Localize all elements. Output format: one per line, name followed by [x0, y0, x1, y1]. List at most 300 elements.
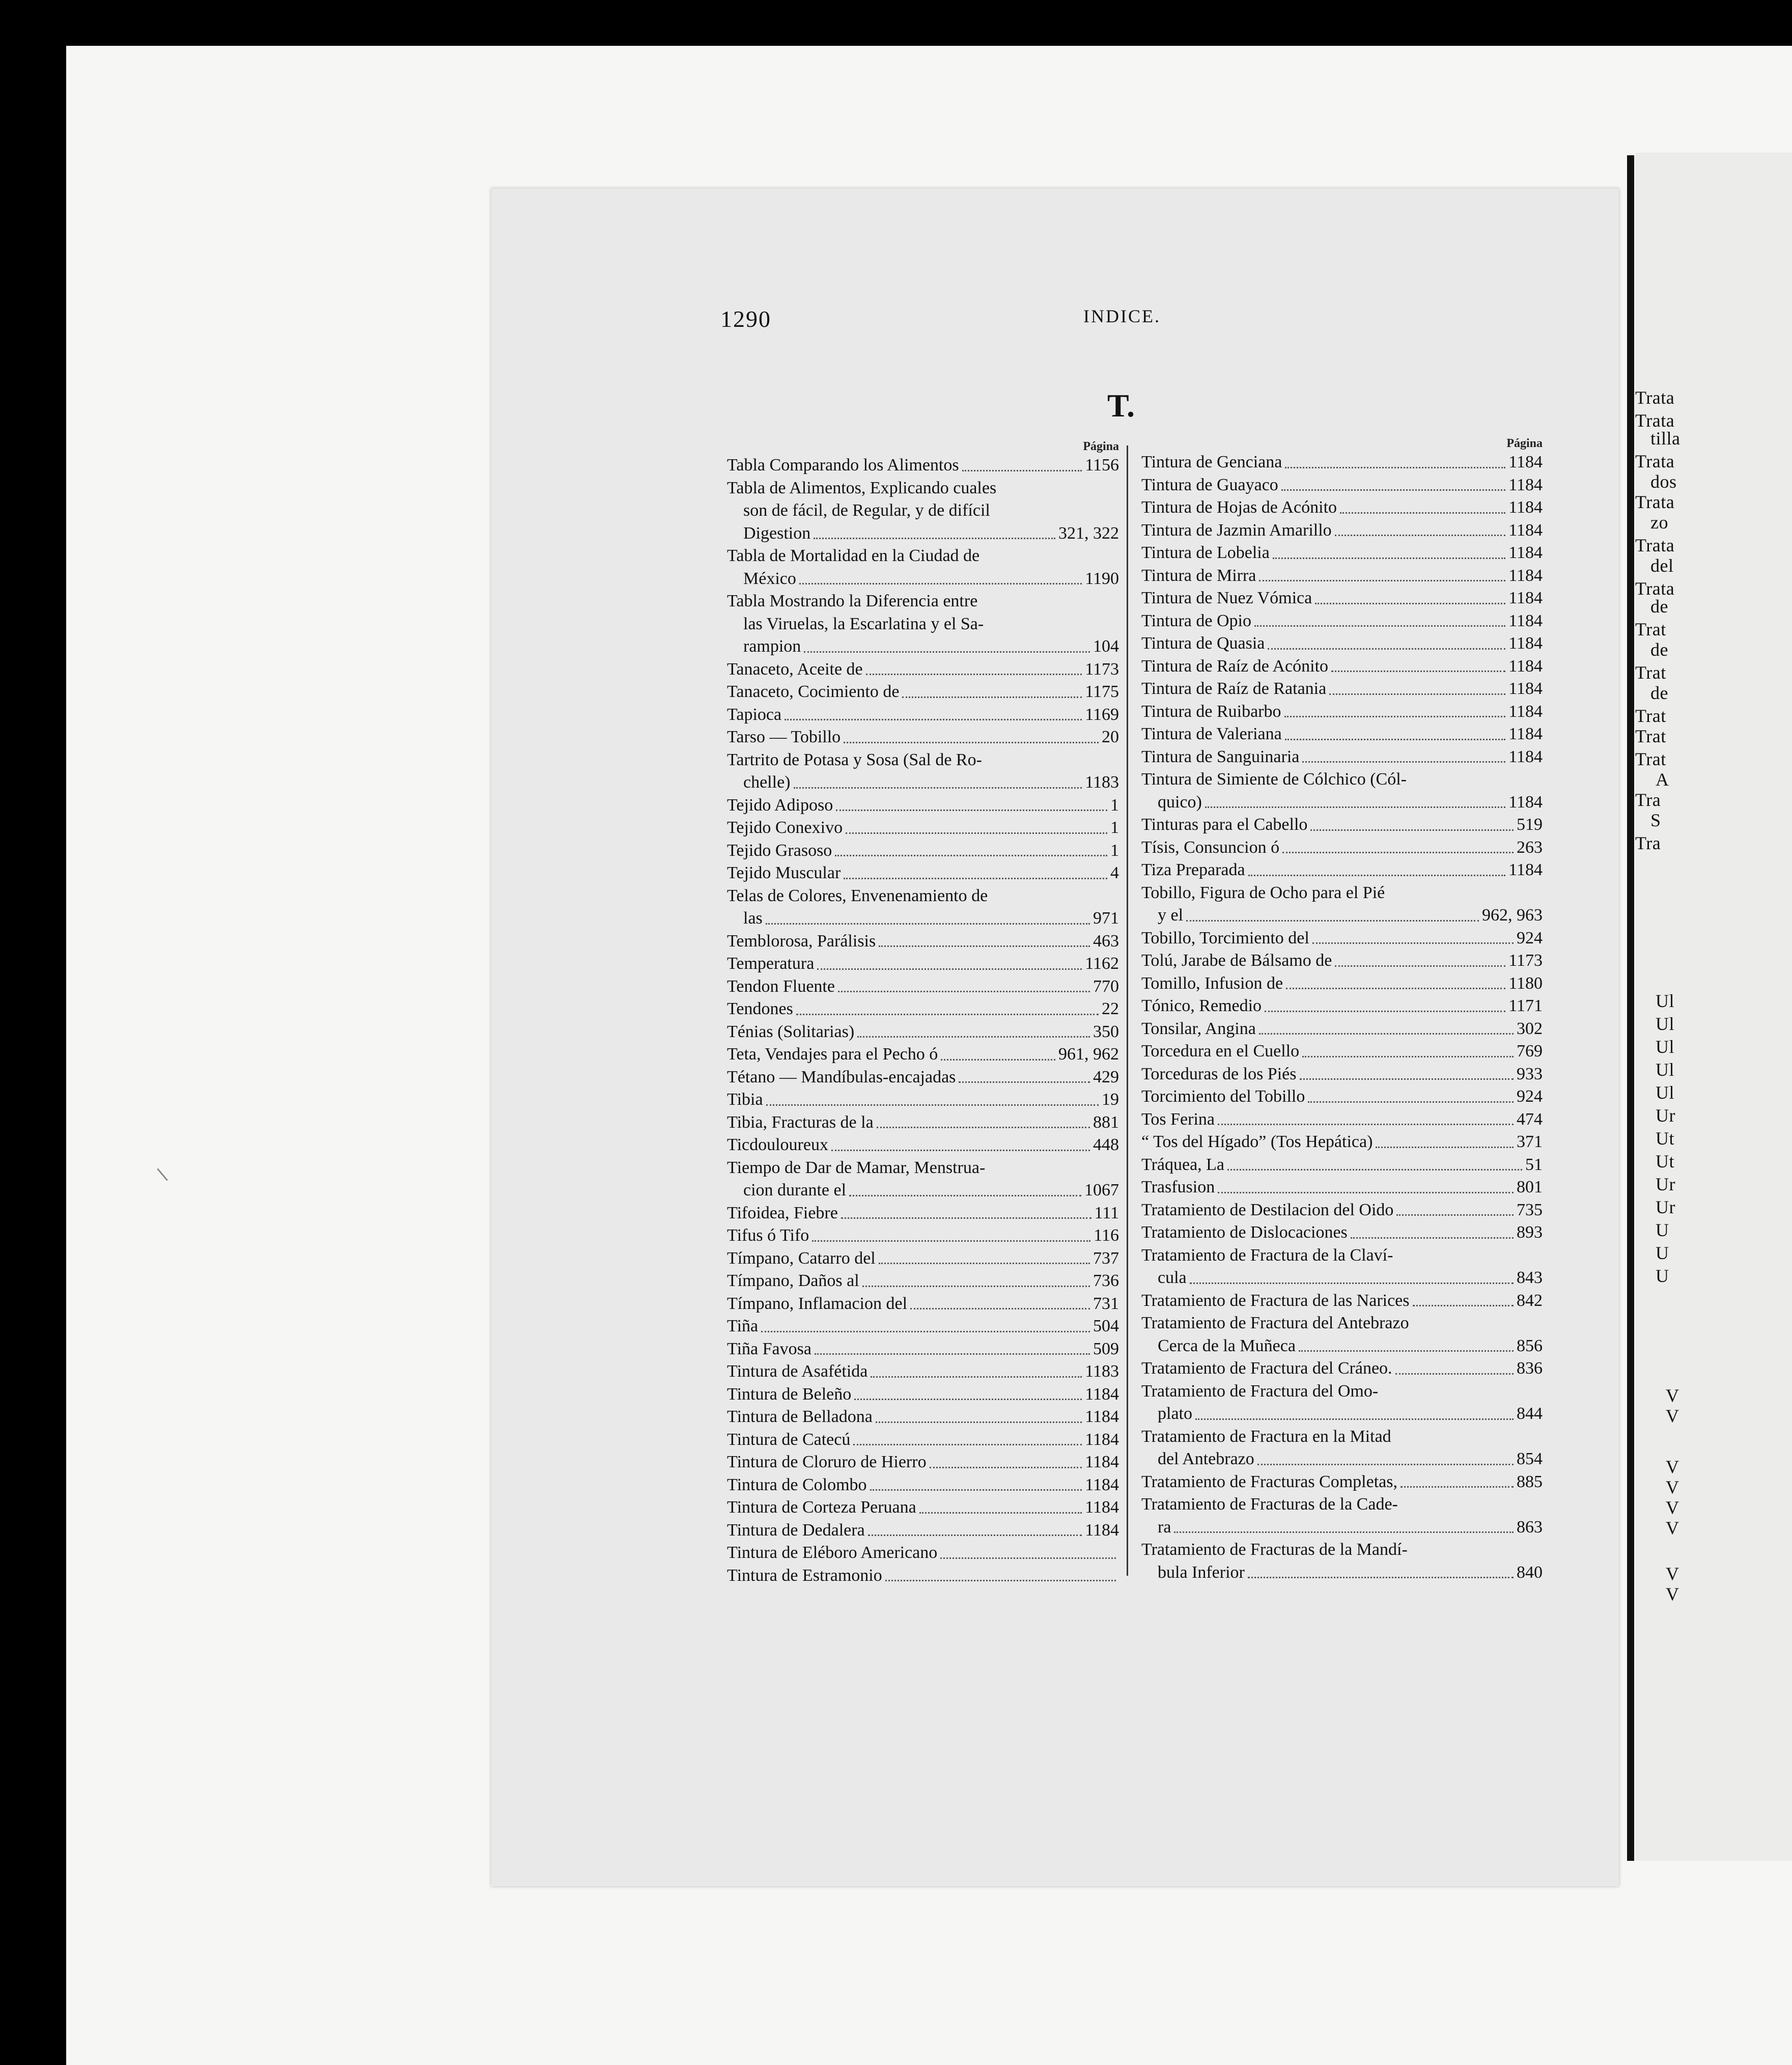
- index-column-left: [727, 439, 1119, 1587]
- entry-label: Tibia, Fracturas de la: [727, 1112, 874, 1132]
- index-entry: [727, 975, 1119, 998]
- entry-page-number: 885: [1517, 1472, 1543, 1491]
- entry-label: Tos Ferina: [1141, 1109, 1215, 1129]
- index-entry: [727, 885, 1119, 930]
- entry-page-number: 1171: [1508, 996, 1543, 1015]
- entry-page-number: 429: [1093, 1067, 1119, 1086]
- entry-page-number: 4: [1110, 863, 1119, 882]
- entry-page-number: 854: [1517, 1449, 1543, 1468]
- entry-page-number: 448: [1093, 1135, 1119, 1154]
- index-entry: [727, 862, 1119, 885]
- index-entry: [1141, 565, 1543, 588]
- entry-page-number: 731: [1093, 1294, 1119, 1313]
- entry-label: Tintura de Estramonio: [727, 1566, 882, 1585]
- dot-leader: [959, 1081, 1090, 1083]
- index-entry: [727, 1496, 1119, 1519]
- entry-page-number: 893: [1517, 1223, 1543, 1242]
- index-entry: [727, 590, 1119, 658]
- index-entry: [727, 1111, 1119, 1134]
- entry-page-number: 371: [1517, 1132, 1543, 1151]
- entry-label-line: quico): [1158, 792, 1202, 812]
- entry-label: “ Tos del Hígado” (Tos Hepática): [1141, 1132, 1373, 1151]
- entry-page-number: 961, 962: [1058, 1045, 1119, 1064]
- entry-page-number: 843: [1517, 1268, 1543, 1287]
- index-entries-left: [727, 454, 1119, 1587]
- entry-page-number: 842: [1517, 1291, 1543, 1310]
- entry-label-line: chelle): [743, 773, 791, 792]
- dot-leader: [919, 1512, 1082, 1514]
- dot-leader: [902, 696, 1082, 698]
- entry-label: Tendon Fluente: [727, 976, 835, 996]
- index-entry: [727, 1474, 1119, 1497]
- index-entry: [1141, 701, 1543, 723]
- entry-label: Tonsilar, Angina: [1141, 1019, 1256, 1038]
- dot-leader: [1218, 1192, 1514, 1193]
- index-entry: [727, 953, 1119, 975]
- facing-page-text-fragment: Trata: [1635, 387, 1675, 408]
- entry-label: Tiña: [727, 1317, 759, 1335]
- dot-leader: [1285, 739, 1506, 740]
- dot-leader: [1186, 920, 1479, 922]
- dot-leader: [940, 1557, 1116, 1559]
- index-entry: [1141, 768, 1543, 814]
- dot-leader: [838, 991, 1090, 992]
- facing-page-text-fragment: del: [1650, 555, 1674, 576]
- entry-label-line: Tiempo de Dar de Mamar, Menstrua-: [727, 1158, 986, 1177]
- index-column-right: [1141, 436, 1543, 1584]
- dot-leader: [1174, 1531, 1514, 1533]
- index-entry: [1141, 1018, 1543, 1041]
- entry-label: Torcimiento del Tobillo: [1141, 1087, 1305, 1106]
- index-entry: [727, 840, 1119, 862]
- index-entry: [1141, 836, 1543, 859]
- entry-label-line: Tratamiento de Fracturas de la Mandí-: [1141, 1540, 1408, 1559]
- entry-page-number: 1184: [1508, 860, 1543, 879]
- dot-leader: [844, 742, 1099, 743]
- entry-label: Tintura de Dedalera: [727, 1520, 865, 1540]
- column-header-pagina: Página: [1083, 440, 1119, 453]
- entry-page-number: 111: [1094, 1203, 1119, 1222]
- facing-page-text-fragment: Trat: [1635, 706, 1666, 726]
- index-entry: [727, 681, 1119, 704]
- entry-label-line: son de fácil, de Regular, y de difícil: [743, 501, 990, 520]
- index-entry: [727, 1565, 1119, 1587]
- entry-label-line: Tartrito de Potasa y Sosa (Sal de Ro-: [727, 750, 982, 769]
- entry-page-number: 770: [1093, 976, 1119, 996]
- index-entry: [1141, 1063, 1543, 1086]
- entry-page-number: 519: [1517, 815, 1543, 834]
- facing-page-text-fragment: Trata: [1635, 578, 1675, 599]
- entry-page-number: 1184: [1508, 520, 1543, 540]
- page-number: 1290: [720, 306, 771, 332]
- entry-label: Tinturas para el Cabello: [1141, 815, 1308, 834]
- entry-page-number: 1184: [1508, 792, 1543, 812]
- dot-leader: [817, 968, 1082, 970]
- dot-leader: [1395, 1373, 1514, 1375]
- dot-leader: [1299, 1350, 1514, 1352]
- dot-leader: [1331, 671, 1505, 672]
- entry-page-number: 1184: [1508, 589, 1543, 607]
- entry-page-number: 736: [1093, 1271, 1119, 1290]
- dot-leader: [1284, 716, 1506, 717]
- dot-leader: [766, 1104, 1099, 1106]
- facing-page-text-fragment: de: [1650, 683, 1668, 703]
- dot-leader: [841, 1217, 1091, 1219]
- index-entry: [1141, 1493, 1543, 1539]
- facing-page-text-fragment: Tra: [1635, 833, 1661, 853]
- facing-page-text-fragment: V: [1666, 1457, 1679, 1477]
- entry-label: Tratamiento de Dislocaciones: [1141, 1223, 1348, 1242]
- index-entry: [1141, 1154, 1543, 1177]
- entry-page-number: 844: [1517, 1404, 1543, 1423]
- entry-label: Tapioca: [727, 705, 782, 724]
- entry-page-number: 1175: [1085, 682, 1119, 701]
- entry-label: Tintura de Eléboro Americano: [727, 1543, 938, 1562]
- entry-label-line: Digestion: [743, 523, 811, 543]
- entry-label: Tímpano, Daños al: [727, 1271, 859, 1290]
- entry-label-line: y el: [1158, 906, 1184, 925]
- dot-leader: [1273, 557, 1505, 559]
- entry-label: Tónico, Remedio: [1141, 996, 1262, 1015]
- entry-label: Ticdouloureux: [727, 1135, 828, 1154]
- entry-label: Tintura de Opio: [1141, 611, 1251, 630]
- entry-page-number: 1184: [1508, 724, 1543, 743]
- index-entry: [1141, 474, 1543, 497]
- index-entry: [1141, 882, 1543, 927]
- entry-page-number: 302: [1517, 1019, 1543, 1038]
- index-entry: [1141, 1244, 1543, 1290]
- facing-page-text-fragment: V: [1666, 1518, 1679, 1538]
- dot-leader: [836, 810, 1107, 811]
- facing-page-text-fragment: Ut: [1656, 1128, 1674, 1149]
- index-entry: [1141, 1176, 1543, 1199]
- index-entry: [1141, 1357, 1543, 1380]
- entry-label-line: Tratamiento de Fractura de la Claví-: [1141, 1245, 1393, 1265]
- dot-leader: [804, 651, 1090, 653]
- facing-page-text-fragment: de: [1650, 639, 1668, 660]
- index-entry: [727, 794, 1119, 817]
- index-entry: [727, 1247, 1119, 1270]
- index-entry: [727, 1089, 1119, 1111]
- entry-page-number: 1184: [1085, 1453, 1119, 1471]
- facing-page-text-fragment: Trat: [1635, 749, 1666, 769]
- entry-label: Tanaceto, Cocimiento de: [727, 682, 900, 701]
- dot-leader: [1302, 761, 1505, 763]
- entry-label-line: Tobillo, Figura de Ocho para el Pié: [1141, 883, 1385, 902]
- dot-leader: [1254, 625, 1505, 627]
- entry-label-line: Tratamiento de Fractura del Omo-: [1141, 1381, 1379, 1401]
- index-entry: [727, 1360, 1119, 1383]
- dot-leader: [866, 674, 1082, 675]
- entry-label: Ténias (Solitarias): [727, 1022, 855, 1041]
- entry-label: Tísis, Consuncion ó: [1141, 838, 1280, 857]
- entry-label: Tiña Favosa: [727, 1339, 811, 1358]
- entry-page-number: 962, 963: [1482, 906, 1543, 925]
- dot-leader: [1312, 942, 1514, 944]
- entry-page-number: 1184: [1085, 1498, 1119, 1517]
- entry-label: Temblorosa, Parálisis: [727, 931, 876, 951]
- dot-leader: [844, 878, 1107, 879]
- facing-page-text-fragment: zo: [1650, 512, 1668, 533]
- entry-label: Tobillo, Torcimiento del: [1141, 928, 1309, 947]
- entry-label-line: del Antebrazo: [1158, 1449, 1254, 1468]
- index-entry: [1141, 542, 1543, 565]
- dot-leader: [1257, 1464, 1514, 1465]
- entry-label-line: Tabla Mostrando la Diferencia entre: [727, 592, 978, 610]
- facing-page-text-fragment: Ur: [1656, 1174, 1675, 1194]
- entry-label: Tintura de Lobelia: [1141, 543, 1270, 562]
- entry-label-line: rampion: [743, 637, 801, 656]
- index-entry: [1141, 1108, 1543, 1131]
- entry-page-number: 22: [1102, 999, 1119, 1018]
- index-entry: [1141, 587, 1543, 610]
- entry-label-line: plato: [1158, 1404, 1192, 1423]
- dot-leader: [1285, 467, 1505, 468]
- entry-label: Tejido Adiposo: [727, 795, 833, 815]
- dot-leader: [868, 1534, 1082, 1536]
- entry-page-number: 1173: [1508, 951, 1543, 970]
- index-entry: [727, 998, 1119, 1021]
- dot-leader: [815, 1353, 1090, 1355]
- index-entry: [1141, 1290, 1543, 1313]
- dot-leader: [1302, 1056, 1514, 1057]
- entry-page-number: 116: [1094, 1226, 1119, 1245]
- entry-label: Tejido Conexivo: [727, 818, 843, 837]
- index-entry: [727, 1519, 1119, 1542]
- dot-leader: [1227, 1169, 1522, 1170]
- entry-page-number: 1184: [1508, 656, 1543, 676]
- entry-label-line: cula: [1158, 1268, 1187, 1287]
- dot-leader: [962, 470, 1082, 471]
- entry-label: Tibia: [727, 1090, 763, 1109]
- entry-label: Tintura de Beleño: [727, 1384, 852, 1404]
- entry-page-number: 463: [1093, 931, 1119, 951]
- dot-leader: [1265, 1011, 1505, 1012]
- facing-page-text-fragment: Ul: [1656, 1059, 1674, 1080]
- index-entry: [727, 1202, 1119, 1225]
- dot-leader: [1335, 965, 1505, 967]
- facing-page-text-fragment: V: [1666, 1406, 1679, 1426]
- facing-page-text-fragment: V: [1666, 1564, 1679, 1584]
- facing-page-text-fragment: U: [1656, 1220, 1669, 1240]
- dot-leader: [1335, 535, 1506, 536]
- entry-page-number: 1183: [1085, 773, 1119, 792]
- page-title: INDICE.: [1083, 306, 1161, 326]
- entry-page-number: 933: [1517, 1064, 1543, 1083]
- index-entry: [1141, 655, 1543, 678]
- index-entry: [727, 1315, 1119, 1338]
- entry-label: Trasfusion: [1141, 1178, 1215, 1196]
- facing-page-text-fragment: Trata: [1635, 410, 1675, 431]
- dot-leader: [1205, 806, 1505, 808]
- dot-leader: [1396, 1214, 1514, 1216]
- entry-page-number: 1190: [1085, 569, 1119, 588]
- index-entry: [1141, 723, 1543, 746]
- entry-label: Tétano — Mandíbulas-encajadas: [727, 1067, 956, 1086]
- dot-leader: [1248, 875, 1506, 876]
- index-entry: [727, 930, 1119, 953]
- entry-label: Tejido Muscular: [727, 863, 841, 882]
- entry-page-number: 924: [1517, 928, 1543, 947]
- index-entry: [727, 1293, 1119, 1316]
- facing-page-text-fragment: Trat: [1635, 662, 1666, 683]
- entry-page-number: 1184: [1508, 747, 1543, 766]
- entry-page-number: 1184: [1085, 1430, 1119, 1449]
- dot-leader: [785, 719, 1082, 720]
- dot-leader: [796, 1014, 1099, 1015]
- entry-label: Tiza Preparada: [1141, 860, 1245, 879]
- index-entry: [727, 1134, 1119, 1157]
- index-entry: [1141, 1085, 1543, 1108]
- index-entry: [1141, 859, 1543, 882]
- entry-page-number: 1: [1110, 795, 1119, 815]
- facing-page-text-fragment: Ut: [1656, 1151, 1674, 1171]
- entry-label: Tímpano, Inflamacion del: [727, 1294, 908, 1313]
- entry-page-number: 504: [1093, 1317, 1119, 1335]
- dot-leader: [879, 945, 1090, 947]
- entry-page-number: 1184: [1508, 611, 1543, 630]
- index-entry: [727, 658, 1119, 681]
- dot-leader: [835, 855, 1107, 856]
- facing-page-text-fragment: Ul: [1656, 1037, 1674, 1057]
- entry-label: Tabla Comparando los Alimentos: [727, 456, 959, 475]
- entry-label: Tendones: [727, 999, 793, 1018]
- dot-leader: [1413, 1305, 1514, 1306]
- facing-page-text-fragment: de: [1650, 596, 1668, 617]
- entry-page-number: 1180: [1508, 973, 1543, 993]
- entry-label-line: Tratamiento de Fracturas de la Cade-: [1141, 1495, 1398, 1514]
- facing-page-text-fragment: Trat: [1635, 619, 1666, 639]
- entry-page-number: 51: [1525, 1155, 1543, 1174]
- entry-label: Tímpano, Catarro del: [727, 1248, 876, 1268]
- index-entries-right: [1141, 451, 1543, 1584]
- entry-page-number: 1169: [1085, 705, 1119, 724]
- entry-label: Tifoidea, Fiebre: [727, 1203, 838, 1222]
- scan-top-border: [0, 0, 1792, 7]
- index-entry: [727, 454, 1119, 477]
- entry-page-number: 104: [1093, 637, 1119, 656]
- dot-leader: [854, 1399, 1082, 1400]
- book-spine: [1627, 155, 1634, 1861]
- facing-page-text-fragment: Ul: [1656, 1014, 1674, 1034]
- dot-leader: [761, 1331, 1090, 1332]
- dot-leader: [1401, 1486, 1514, 1488]
- facing-page-text-fragment: V: [1666, 1385, 1679, 1406]
- entry-page-number: 1184: [1085, 1384, 1119, 1404]
- index-entry: [1141, 632, 1543, 655]
- entry-page-number: 1162: [1085, 954, 1119, 973]
- entry-label: Tintura de Asafétida: [727, 1362, 868, 1381]
- entry-page-number: 1184: [1508, 498, 1543, 517]
- entry-label: Tintura de Catecú: [727, 1430, 851, 1449]
- dot-leader: [1190, 1282, 1514, 1284]
- facing-page-text-fragment: dos: [1650, 471, 1677, 492]
- facing-page-text-fragment: U: [1656, 1266, 1669, 1286]
- entry-page-number: 1184: [1085, 1520, 1119, 1540]
- dot-leader: [871, 1376, 1082, 1378]
- entry-page-number: 1184: [1085, 1407, 1119, 1426]
- dot-leader: [812, 1240, 1090, 1242]
- index-entry: [1141, 1221, 1543, 1244]
- facing-page-text-fragment: A: [1656, 769, 1669, 790]
- index-entry: [1141, 950, 1543, 972]
- index-entry: [1141, 814, 1543, 836]
- index-entry: [1141, 1539, 1543, 1584]
- entry-label: Tintura de Mirra: [1141, 566, 1256, 585]
- dot-leader: [766, 923, 1090, 925]
- dot-leader: [799, 583, 1082, 584]
- entry-page-number: 769: [1517, 1042, 1543, 1061]
- facing-page-text-fragment: Trat: [1635, 726, 1666, 746]
- index-entry: [1141, 1380, 1543, 1426]
- index-entry: [727, 1270, 1119, 1293]
- entry-label-line: Tratamiento de Fractura del Antebrazo: [1141, 1314, 1409, 1332]
- dot-leader: [1259, 1033, 1514, 1035]
- dot-leader: [862, 1286, 1090, 1287]
- dot-leader: [794, 787, 1082, 789]
- entry-label: Tintura de Guayaco: [1141, 475, 1278, 494]
- dot-leader: [831, 1150, 1090, 1151]
- facing-page-text-fragment: Tra: [1635, 790, 1661, 810]
- facing-page-text-fragment: S: [1650, 810, 1661, 830]
- entry-label-line: las: [743, 909, 763, 928]
- index-entry: [727, 1542, 1119, 1565]
- entry-page-number: 1184: [1508, 702, 1543, 721]
- entry-label: Tejido Grasoso: [727, 841, 832, 860]
- entry-page-number: 971: [1093, 909, 1119, 928]
- index-entry: [727, 477, 1119, 545]
- index-entry: [727, 1429, 1119, 1452]
- entry-label: Tratamiento de Fractura de las Narices: [1141, 1291, 1410, 1310]
- dot-leader: [1329, 693, 1505, 695]
- entry-label: Tintura de Nuez Vómica: [1141, 589, 1312, 607]
- dot-leader: [1195, 1418, 1514, 1420]
- index-entry: [727, 1066, 1119, 1089]
- entry-label: Torcedura en el Cuello: [1141, 1042, 1300, 1061]
- entry-label: Tintura de Jazmin Amarillo: [1141, 520, 1332, 540]
- dot-leader: [1300, 1078, 1514, 1080]
- entry-page-number: 836: [1517, 1359, 1543, 1378]
- index-entry: [1141, 610, 1543, 633]
- entry-label-line: las Viruelas, la Escarlatina y el Sa-: [743, 614, 984, 633]
- index-entry: [727, 1406, 1119, 1429]
- entry-label-line: Tabla de Alimentos, Explicando cuales: [727, 478, 997, 497]
- entry-page-number: 1184: [1508, 543, 1543, 562]
- index-entry: [727, 704, 1119, 727]
- entry-page-number: 863: [1517, 1517, 1543, 1537]
- index-entry: [1141, 995, 1543, 1018]
- index-entry: [1141, 496, 1543, 519]
- facing-page-text-fragment: Ur: [1656, 1197, 1675, 1217]
- entry-label: Teta, Vendajes para el Pecho ó: [727, 1045, 938, 1064]
- index-entry: [1141, 678, 1543, 701]
- entry-page-number: 1184: [1508, 475, 1543, 494]
- dot-leader: [1351, 1237, 1514, 1239]
- entry-page-number: 1067: [1084, 1181, 1119, 1199]
- entry-label: Tintura de Raíz de Ratania: [1141, 679, 1327, 698]
- entry-page-number: 840: [1517, 1562, 1543, 1582]
- entry-page-number: 1184: [1508, 453, 1543, 471]
- entry-page-number: 881: [1093, 1112, 1119, 1132]
- entry-label-line: México: [743, 569, 796, 588]
- entry-page-number: 1183: [1085, 1362, 1119, 1381]
- dot-leader: [1308, 1101, 1514, 1103]
- entry-label: Tratamiento de Destilacion del Oido: [1141, 1200, 1394, 1219]
- dot-leader: [1281, 489, 1505, 491]
- index-entry: [1141, 927, 1543, 950]
- entry-label: Tintura de Raíz de Acónito: [1141, 656, 1329, 676]
- entry-label: Tanaceto, Aceite de: [727, 659, 863, 679]
